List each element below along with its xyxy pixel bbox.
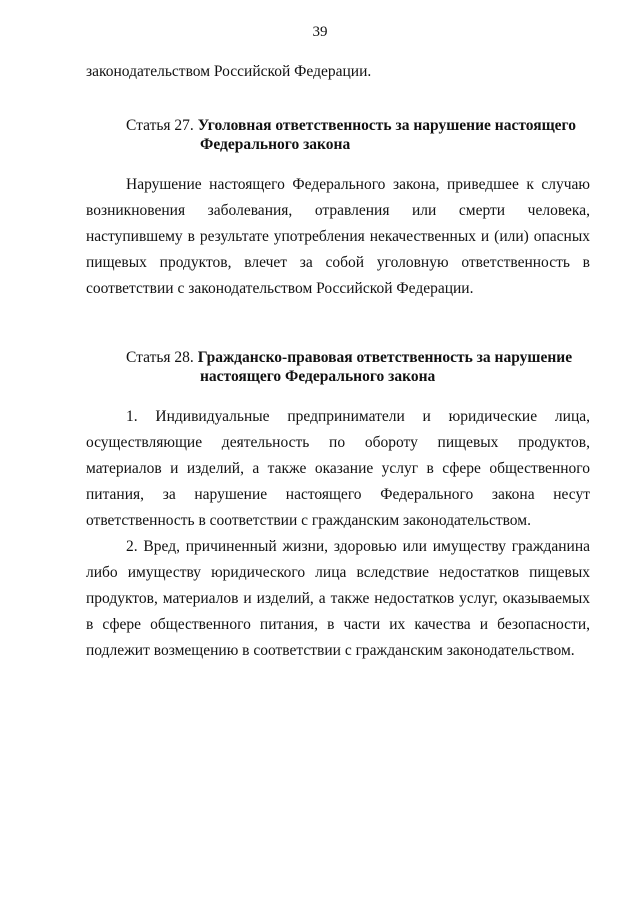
article-28-paragraph-1: 1. Индивидуальные предприниматели и юридические лица, осуществляющие деятельность по обороту пищевых продуктов, материалов и изделий, а также оказание услуг в сфере общественного питания, за нарушение настоящего Федерального закона несут ответственность в соответствии с гражданским законодательством. <box>86 408 590 529</box>
article-28-title-line1: Гражданско-правовая ответственность за нарушение <box>197 349 573 366</box>
article-28-paragraph-2: 2. Вред, причиненный жизни, здоровью или имуществу гражданина либо имуществу юридического лица вследствие недостатков пищевых продуктов, материалов и изделий, а также недостатков услуг, оказываемых в сфере общественного питания, в части их качества и безопасности, подлежит возмещению в соответствии с гражданским законодательством. <box>86 538 590 659</box>
article-27-heading <box>126 116 596 154</box>
article-28-heading <box>126 348 596 386</box>
article-27-paragraph: Нарушение настоящего Федерального закона, приведшее к случаю возникновения заболевания, отравления или смерти человека, наступившему в результате употребления некачественных и (или) опасных пищевых продуктов, влечет за собой уголовную ответственность в соответствии с законодательством Российской Федерации. <box>86 176 590 297</box>
article-28-body-part1 <box>86 404 590 534</box>
article-28-number: Статья 28. <box>126 349 194 366</box>
article-27-body <box>86 172 590 302</box>
continuation-text: законодательством Российской Федерации. <box>86 63 372 80</box>
article-27-title-line2: Федерального закона <box>200 136 351 153</box>
page-number: 39 <box>312 24 328 40</box>
article-27-title-line1: Уголовная ответственность за нарушение настоящего <box>197 117 576 134</box>
article-28-body-part2 <box>86 534 590 664</box>
article-28-title-line2: настоящего Федерального закона <box>200 368 436 385</box>
article-27-number: Статья 27. <box>126 117 194 134</box>
